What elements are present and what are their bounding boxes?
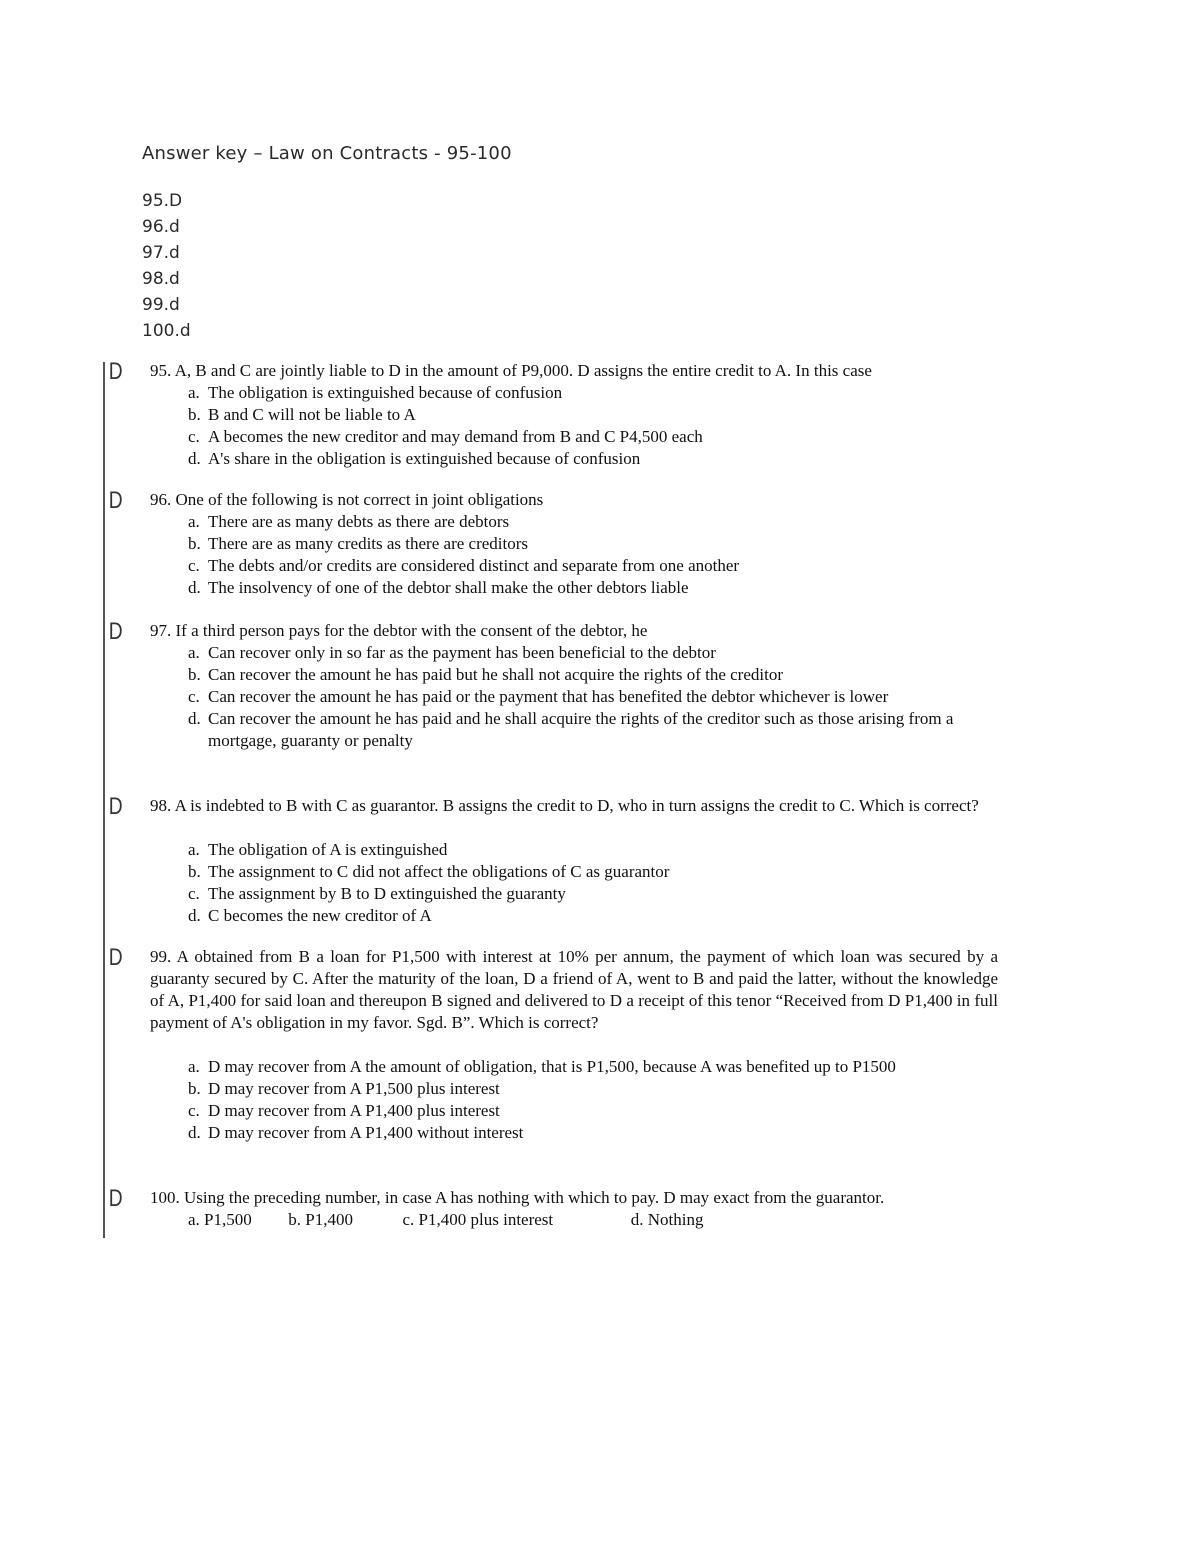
option-c <box>403 1209 627 1231</box>
answer-mark: D <box>108 944 123 971</box>
option-letter: a. <box>188 1210 200 1229</box>
option-list <box>188 382 978 470</box>
option-letter: c. <box>188 1101 200 1120</box>
option-a <box>188 642 978 664</box>
option-text: There are as many credits as there are creditors <box>208 534 528 553</box>
question-stem <box>150 620 998 642</box>
option-b <box>188 664 978 686</box>
option-text: The obligation is extinguished because of confusion <box>208 383 563 402</box>
answer-key-item: 95.D <box>142 191 183 211</box>
option-text: The obligation of A is extinguished <box>208 840 448 859</box>
option-d <box>188 448 978 470</box>
question-text: A is indebted to B with C as guarantor. B assigns the credit to D, who in turn assigns the credit to C. Which is correct? <box>174 796 979 815</box>
option-text: Nothing <box>647 1210 704 1229</box>
option-list <box>188 839 978 927</box>
answer-key-item: 100.d <box>142 321 191 341</box>
option-letter: b. <box>188 665 201 684</box>
option-letter: d. <box>630 1210 644 1229</box>
option-a <box>188 839 978 861</box>
option-text: A becomes the new creditor and may demand from B and C P4,500 each <box>208 427 703 446</box>
question-number: 97. <box>150 621 172 640</box>
option-text: The insolvency of one of the debtor shall make the other debtors liable <box>208 578 689 597</box>
option-a <box>188 1056 978 1078</box>
option-b <box>188 404 978 426</box>
question-text: If a third person pays for the debtor with the consent of the debtor, he <box>175 621 648 640</box>
option-letter: c. <box>188 884 200 903</box>
option-letter: a. <box>188 643 200 662</box>
answer-key-item: 97.d <box>142 243 180 263</box>
option-letter: a. <box>188 383 200 402</box>
question-number: 100. <box>150 1188 180 1207</box>
option-text: B and C will not be liable to A <box>208 405 416 424</box>
option-d <box>188 905 978 927</box>
option-letter: b. <box>188 405 201 424</box>
answer-mark: D <box>108 1185 123 1212</box>
option-text: P1,500 <box>204 1210 252 1229</box>
option-letter: a. <box>188 512 200 531</box>
option-letter: d. <box>188 1123 201 1142</box>
question-stem <box>150 795 998 817</box>
option-text: Can recover only in so far as the payment has been beneficial to the debtor <box>208 643 716 662</box>
option-text: There are as many debts as there are debtors <box>208 512 510 531</box>
question-text: A, B and C are jointly liable to D in the amount of P9,000. D assigns the entire credit to A. In this case <box>174 361 872 380</box>
option-list <box>188 511 978 599</box>
answer-mark: D <box>108 358 123 385</box>
option-b <box>188 861 978 883</box>
option-b <box>288 1209 398 1231</box>
answer-mark: D <box>108 487 123 514</box>
option-letter: b. <box>188 1079 201 1098</box>
option-list <box>188 1056 978 1144</box>
option-a <box>188 382 978 404</box>
option-c <box>188 426 978 448</box>
option-a <box>188 511 978 533</box>
option-d <box>188 577 978 599</box>
option-d <box>631 1209 704 1231</box>
question-number: 95. <box>150 361 172 380</box>
option-text: D may recover from A the amount of obligation, that is P1,500, because A was benefited up to P1500 <box>208 1057 896 1076</box>
option-letter: a. <box>188 840 200 859</box>
option-b <box>188 1078 978 1100</box>
answer-key-list <box>142 188 191 344</box>
option-letter: d. <box>188 906 201 925</box>
option-a <box>188 1209 284 1231</box>
option-text: D may recover from A P1,400 without interest <box>208 1123 524 1142</box>
option-letter: b. <box>188 862 201 881</box>
option-c <box>188 686 978 708</box>
option-c <box>188 883 978 905</box>
margin-rule <box>103 362 105 1238</box>
option-d <box>188 1122 978 1144</box>
option-letter: b. <box>288 1210 301 1229</box>
option-c <box>188 1100 978 1122</box>
answer-mark: D <box>108 793 123 820</box>
option-letter: c. <box>188 556 200 575</box>
option-text: D may recover from A P1,500 plus interest <box>208 1079 500 1098</box>
option-letter: a. <box>188 1057 200 1076</box>
question-stem <box>150 1187 998 1209</box>
option-c <box>188 555 978 577</box>
option-list <box>188 1209 703 1231</box>
option-text: P1,400 <box>305 1210 353 1229</box>
option-text: A's share in the obligation is extinguished because of confusion <box>208 449 641 468</box>
option-text: Can recover the amount he has paid or the payment that has benefited the debtor whichever is lower <box>208 687 889 706</box>
answer-mark: D <box>108 618 123 645</box>
question-stem <box>150 489 998 511</box>
question-text: Using the preceding number, in case A has nothing with which to pay. D may exact from the guarantor. <box>184 1188 885 1207</box>
answer-key-item: 98.d <box>142 269 180 289</box>
option-letter: d. <box>188 578 201 597</box>
option-d <box>188 708 978 752</box>
question-number: 98. <box>150 796 172 815</box>
question-stem <box>150 946 998 1034</box>
question-number: 99. <box>150 947 172 966</box>
question-text: A obtained from B a loan for P1,500 with interest at 10% per annum, the payment of which loan was secured by a guaranty secured by C. After the maturity of the loan, D a friend of A, went to B and paid the latter, without the knowledge of A, P1,400 for said loan and thereupon B signed and delivered to D a receipt of this tenor “Received from D P1,400 in full payment of A's obligation in my favor. Sgd. B”. Which is correct? <box>150 947 999 1032</box>
option-text: Can recover the amount he has paid but he shall not acquire the rights of the creditor <box>208 665 783 684</box>
option-letter: b. <box>188 534 201 553</box>
option-letter: c. <box>188 687 200 706</box>
option-letter: d. <box>188 709 201 728</box>
question-number: 96. <box>150 490 172 509</box>
option-letter: c. <box>188 427 200 446</box>
question-stem <box>150 360 998 382</box>
option-text: The debts and/or credits are considered distinct and separate from one another <box>208 556 740 575</box>
option-text: D may recover from A P1,400 plus interest <box>208 1101 500 1120</box>
option-text: P1,400 plus interest <box>418 1210 554 1229</box>
question-text: One of the following is not correct in joint obligations <box>175 490 544 509</box>
page-title: Answer key – Law on Contracts - 95-100 <box>142 143 512 164</box>
option-letter: d. <box>188 449 201 468</box>
option-text: C becomes the new creditor of A <box>208 906 432 925</box>
option-list <box>188 642 978 752</box>
option-text: Can recover the amount he has paid and he shall acquire the rights of the creditor such as those arising from a mortgage, guaranty or penalty <box>208 709 954 750</box>
answer-key-item: 96.d <box>142 217 180 237</box>
option-letter: c. <box>402 1210 415 1229</box>
option-b <box>188 533 978 555</box>
option-text: The assignment by B to D extinguished the guaranty <box>208 884 566 903</box>
option-text: The assignment to C did not affect the obligations of C as guarantor <box>208 862 670 881</box>
answer-key-item: 99.d <box>142 295 180 315</box>
